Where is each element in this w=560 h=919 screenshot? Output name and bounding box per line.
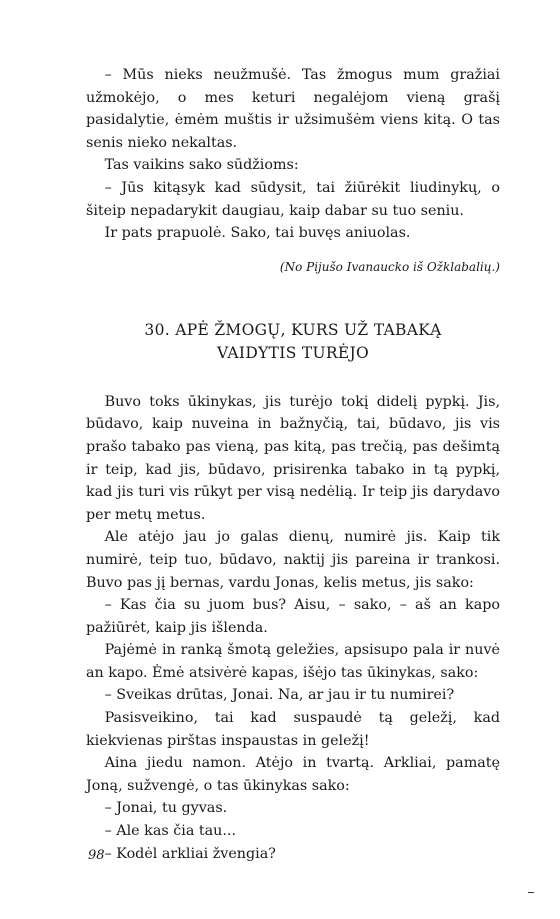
paragraph: Buvo toks ūkinykas, jis turėjo tokį didelį pypkį. Jis, būdavo, kaip nuveina in bažnyčią, tai, būdavo, jis vis prašo tabako pas vieną, pas kitą, pas trečią, pas dešimtą ir teip, kad jis, būdavo, prisirenka tabako in tą pypkį, kad jis turi vis rūkyt per visą nedėlią. Ir teip jis darydavo per metų metus. [86,393,500,523]
paragraph: – Ale kas čia tau... [104,823,237,840]
paragraph: Ale atėjo jau jo galas dienų, numirė jis. Kaip tik numirė, teip tuo, būdavo, naktij jis pareina ir trankosi. Buvo pas jį bernas, vardu Jonas, kelis metus, jis sako: [86,529,500,591]
source-attribution: (No Pijušo Ivanaucko iš Ožklabalių.) [279,259,500,274]
paragraph: – Kas čia su juom bus? Aisu, – sako, – aš an kapo pažiūrėt, kaip jis išlenda. [86,597,500,636]
page-number: 98 [88,848,105,863]
paragraph: Pajėmė in ranką šmotą geležies, apsisupo pala ir nuvė an kapo. Ėmė atsivėrė kapas, išėjo tas ūkinykas, sako: [86,642,500,681]
paragraph: – Kodėl arkliai žvengia? [104,845,276,862]
paragraph: Pasisveikino, tai kad suspaudė tą geležį, kad kiekvienas pirštas inspaustas in geležį! [86,710,500,749]
story-text [86,391,500,865]
paragraph: – Sveikas drūtas, Jonai. Na, ar jau ir tu numirei? [104,687,455,704]
paragraph: – Jūs kitąsyk kad sūdysit, tai žiūrėkit liudinykų, o šiteip nepadarykit daugiau, kaip dabar su tuo seniu. [86,179,500,219]
paragraph: – Jonai, tu gyvas. [104,800,228,817]
paragraph: – Mūs nieks neužmušė. Tas žmogus mum gražiai užmokėjo, o mes keturi negalėjom vieną grašį pasidalytie, ėmėm muštis ir užsimušėm viens kitą. O tas senis nieko nekaltas. [86,67,500,151]
text-block-top [86,64,500,245]
paragraph: Aina jiedu namon. Atėjo in tvartą. Arkliai, pamatę Joną, sužvengė, o tas ūkinykas sako: [86,755,500,794]
chapter-heading [86,319,500,365]
page-body [86,64,500,865]
heading-line-2: VAIDYTIS TURĖJO [216,343,370,362]
scan-mark [528,892,534,893]
paragraph: Tas vaikins sako sūdžioms: [104,157,299,174]
heading-line-1: 30. APĖ ŽMOGŲ, KURS UŽ TABAKĄ [144,320,442,339]
paragraph: Ir pats prapuolė. Sako, tai buvęs aniuolas. [104,225,411,242]
